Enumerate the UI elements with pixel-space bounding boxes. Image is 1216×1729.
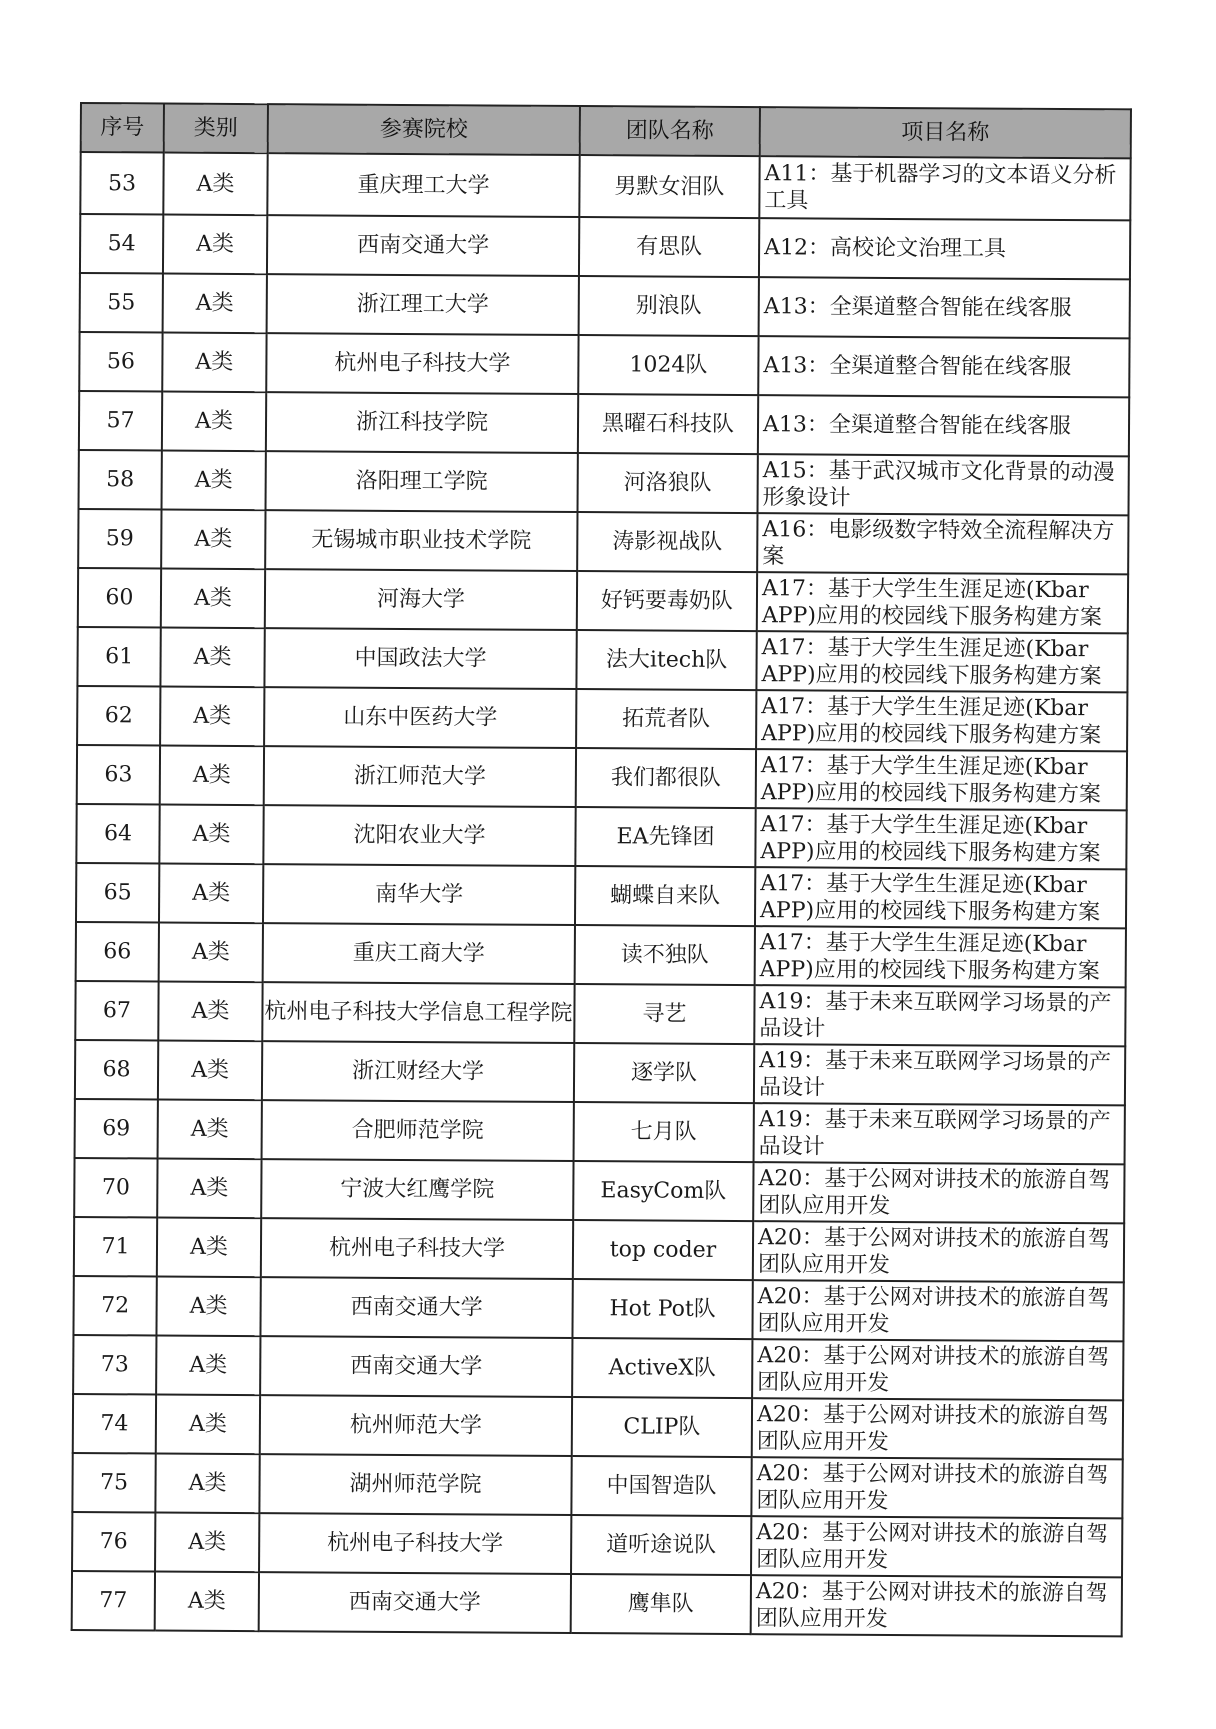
table-row [76, 863, 1126, 928]
cell-school: 杭州电子科技大学信息工程学院 [262, 982, 574, 1043]
table-row [79, 391, 1129, 456]
cell-team: 男默女泪队 [579, 155, 759, 218]
cell-category: A类 [159, 922, 263, 982]
table-row [76, 804, 1126, 869]
cell-seq: 65 [76, 863, 159, 923]
cell-school: 沈阳农业大学 [263, 805, 575, 866]
cell-category: A类 [157, 1158, 261, 1218]
cell-school: 西南交通大学 [260, 1277, 572, 1338]
cell-project: A20：基于公网对讲技术的旅游自驾团队应用开发 [751, 1575, 1122, 1636]
cell-project: A19：基于未来互联网学习场景的产品设计 [754, 1044, 1125, 1105]
cell-category: A类 [156, 1335, 260, 1395]
cell-category: A类 [161, 510, 265, 570]
cell-seq: 76 [72, 1512, 155, 1572]
table-row [73, 1335, 1123, 1400]
cell-project: A17：基于大学生生涯足迹(Kbar APP)应用的校园线下服务构建方案 [755, 926, 1126, 987]
cell-category: A类 [156, 1394, 260, 1454]
cell-team: 逐学队 [574, 1043, 754, 1103]
cell-school: 西南交通大学 [260, 1336, 572, 1397]
table-row [72, 1453, 1122, 1518]
cell-team: 别浪队 [579, 276, 759, 336]
cell-project: A13：全渠道整合智能在线客服 [758, 395, 1129, 456]
table-row [77, 686, 1127, 751]
cell-category: A类 [163, 153, 267, 216]
cell-seq: 72 [73, 1276, 156, 1336]
cell-project: A20：基于公网对讲技术的旅游自驾团队应用开发 [751, 1457, 1122, 1518]
cell-team: 七月队 [574, 1102, 754, 1162]
table-row [78, 568, 1128, 633]
table-row [76, 922, 1126, 987]
cell-project: A20：基于公网对讲技术的旅游自驾团队应用开发 [752, 1280, 1123, 1341]
cell-project: A20：基于公网对讲技术的旅游自驾团队应用开发 [753, 1162, 1124, 1223]
table-row [73, 1276, 1123, 1341]
cell-school: 西南交通大学 [267, 215, 579, 276]
cell-seq: 66 [76, 922, 159, 982]
header-row [81, 103, 1131, 158]
cell-seq: 60 [78, 568, 161, 628]
cell-category: A类 [163, 274, 267, 334]
cell-school: 重庆工商大学 [263, 923, 575, 984]
cell-seq: 67 [75, 981, 158, 1041]
cell-team: 道听途说队 [571, 1515, 751, 1575]
table-row [80, 152, 1130, 220]
cell-school: 合肥师范学院 [262, 1100, 574, 1161]
cell-team: 寻艺 [574, 984, 754, 1044]
cell-team: 有思队 [579, 217, 759, 277]
table-row [80, 214, 1130, 279]
table-row [74, 1217, 1124, 1282]
table-row [75, 1040, 1125, 1105]
cell-school: 重庆理工大学 [267, 153, 579, 217]
cell-team: CLIP队 [572, 1397, 752, 1457]
cell-project: A17：基于大学生生涯足迹(Kbar APP)应用的校园线下服务构建方案 [756, 749, 1127, 810]
table-row [74, 1158, 1124, 1223]
cell-category: A类 [160, 746, 264, 806]
cell-school: 无锡城市职业技术学院 [265, 510, 577, 571]
header-school: 参赛院校 [268, 104, 580, 155]
cell-school: 西南交通大学 [259, 1572, 571, 1633]
cell-category: A类 [162, 333, 266, 393]
cell-school: 浙江师范大学 [264, 746, 576, 807]
cell-category: A类 [159, 863, 263, 923]
cell-category: A类 [158, 981, 262, 1041]
cell-category: A类 [157, 1217, 261, 1277]
cell-category: A类 [160, 628, 264, 688]
cell-team: Hot Pot队 [572, 1279, 752, 1339]
cell-seq: 59 [78, 509, 161, 569]
cell-seq: 63 [77, 745, 160, 805]
cell-team: 河洛狼队 [578, 453, 758, 513]
cell-project: A17：基于大学生生涯足迹(Kbar APP)应用的校园线下服务构建方案 [755, 808, 1126, 869]
cell-category: A类 [163, 215, 267, 275]
cell-seq: 70 [74, 1158, 157, 1218]
cell-team: ActiveX队 [572, 1338, 752, 1398]
cell-category: A类 [162, 392, 266, 452]
cell-school: 杭州师范大学 [260, 1395, 572, 1456]
table-row [72, 1512, 1122, 1577]
cell-seq: 58 [79, 450, 162, 510]
cell-project: A11：基于机器学习的文本语义分析工具 [759, 156, 1130, 220]
table-row [78, 509, 1128, 574]
cell-school: 南华大学 [263, 864, 575, 925]
cell-seq: 53 [80, 152, 163, 215]
cell-school: 中国政法大学 [264, 628, 576, 689]
cell-seq: 64 [76, 804, 159, 864]
cell-project: A16：电影级数字特效全流程解决方案 [757, 513, 1128, 574]
cell-team: 中国智造队 [571, 1456, 751, 1516]
cell-project: A17：基于大学生生涯足迹(Kbar APP)应用的校园线下服务构建方案 [756, 631, 1127, 692]
cell-seq: 71 [74, 1217, 157, 1277]
cell-team: 涛影视战队 [577, 512, 757, 572]
cell-category: A类 [162, 451, 266, 511]
cell-category: A类 [158, 1040, 262, 1100]
cell-team: 读不独队 [575, 925, 755, 985]
header-category: 类别 [164, 104, 268, 154]
cell-project: A20：基于公网对讲技术的旅游自驾团队应用开发 [751, 1516, 1122, 1577]
table-header [81, 103, 1131, 158]
cell-seq: 61 [77, 627, 160, 687]
cell-seq: 62 [77, 686, 160, 746]
cell-team: EA先锋团 [575, 807, 755, 867]
header-project: 项目名称 [760, 107, 1131, 158]
header-team: 团队名称 [580, 106, 760, 156]
cell-seq: 55 [80, 273, 163, 333]
table-row [77, 745, 1127, 810]
cell-school: 河海大学 [265, 569, 577, 630]
cell-team: 法大itech队 [576, 630, 756, 690]
cell-project: A20：基于公网对讲技术的旅游自驾团队应用开发 [753, 1221, 1124, 1282]
cell-seq: 69 [75, 1099, 158, 1159]
table-row [79, 332, 1129, 397]
cell-project: A17：基于大学生生涯足迹(Kbar APP)应用的校园线下服务构建方案 [757, 572, 1128, 633]
cell-team: top coder [573, 1220, 753, 1280]
cell-school: 浙江财经大学 [262, 1041, 574, 1102]
cell-category: A类 [155, 1571, 259, 1631]
table-row [75, 981, 1125, 1046]
team-roster-table [71, 102, 1132, 1637]
cell-seq: 74 [73, 1394, 156, 1454]
cell-school: 杭州电子科技大学 [259, 1513, 571, 1574]
cell-team: 拓荒者队 [576, 689, 756, 749]
cell-seq: 54 [80, 214, 163, 274]
cell-seq: 56 [79, 332, 162, 392]
table-body [72, 152, 1131, 1636]
cell-school: 山东中医药大学 [264, 687, 576, 748]
cell-project: A12：高校论文治理工具 [759, 218, 1130, 279]
cell-project: A13：全渠道整合智能在线客服 [759, 277, 1130, 338]
cell-school: 杭州电子科技大学 [266, 333, 578, 394]
cell-seq: 57 [79, 391, 162, 451]
cell-seq: 77 [72, 1571, 155, 1631]
cell-team: EasyCom队 [573, 1161, 753, 1221]
cell-category: A类 [158, 1099, 262, 1159]
cell-team: 鹰隼队 [571, 1574, 751, 1634]
cell-team: 蝴蝶自来队 [575, 866, 755, 926]
cell-seq: 75 [72, 1453, 155, 1513]
cell-school: 浙江理工大学 [267, 274, 579, 335]
cell-team: 好钙要毒奶队 [577, 571, 757, 631]
cell-category: A类 [156, 1276, 260, 1336]
table-row [79, 450, 1129, 515]
cell-school: 宁波大红鹰学院 [261, 1159, 573, 1220]
table-row [73, 1394, 1123, 1459]
cell-project: A17：基于大学生生涯足迹(Kbar APP)应用的校园线下服务构建方案 [756, 690, 1127, 751]
table-row [77, 627, 1127, 692]
cell-seq: 68 [75, 1040, 158, 1100]
cell-team: 我们都很队 [576, 748, 756, 808]
cell-project: A19：基于未来互联网学习场景的产品设计 [754, 1103, 1125, 1164]
cell-project: A20：基于公网对讲技术的旅游自驾团队应用开发 [752, 1339, 1123, 1400]
cell-school: 洛阳理工学院 [266, 451, 578, 512]
cell-project: A17：基于大学生生涯足迹(Kbar APP)应用的校园线下服务构建方案 [755, 867, 1126, 928]
cell-school: 湖州师范学院 [259, 1454, 571, 1515]
cell-team: 1024队 [578, 335, 758, 395]
cell-team: 黑曜石科技队 [578, 394, 758, 454]
cell-category: A类 [161, 569, 265, 629]
cell-category: A类 [155, 1512, 259, 1572]
cell-project: A15：基于武汉城市文化背景的动漫形象设计 [758, 454, 1129, 515]
cell-project: A20：基于公网对讲技术的旅游自驾团队应用开发 [752, 1398, 1123, 1459]
cell-category: A类 [160, 687, 264, 747]
cell-category: A类 [155, 1453, 259, 1513]
cell-school: 浙江科技学院 [266, 392, 578, 453]
header-seq: 序号 [81, 103, 164, 153]
cell-school: 杭州电子科技大学 [261, 1218, 573, 1279]
cell-category: A类 [159, 805, 263, 865]
cell-project: A19：基于未来互联网学习场景的产品设计 [754, 985, 1125, 1046]
table-row [80, 273, 1130, 338]
cell-seq: 73 [73, 1335, 156, 1395]
table-row [72, 1571, 1122, 1636]
cell-project: A13：全渠道整合智能在线客服 [758, 336, 1129, 397]
table-row [75, 1099, 1125, 1164]
